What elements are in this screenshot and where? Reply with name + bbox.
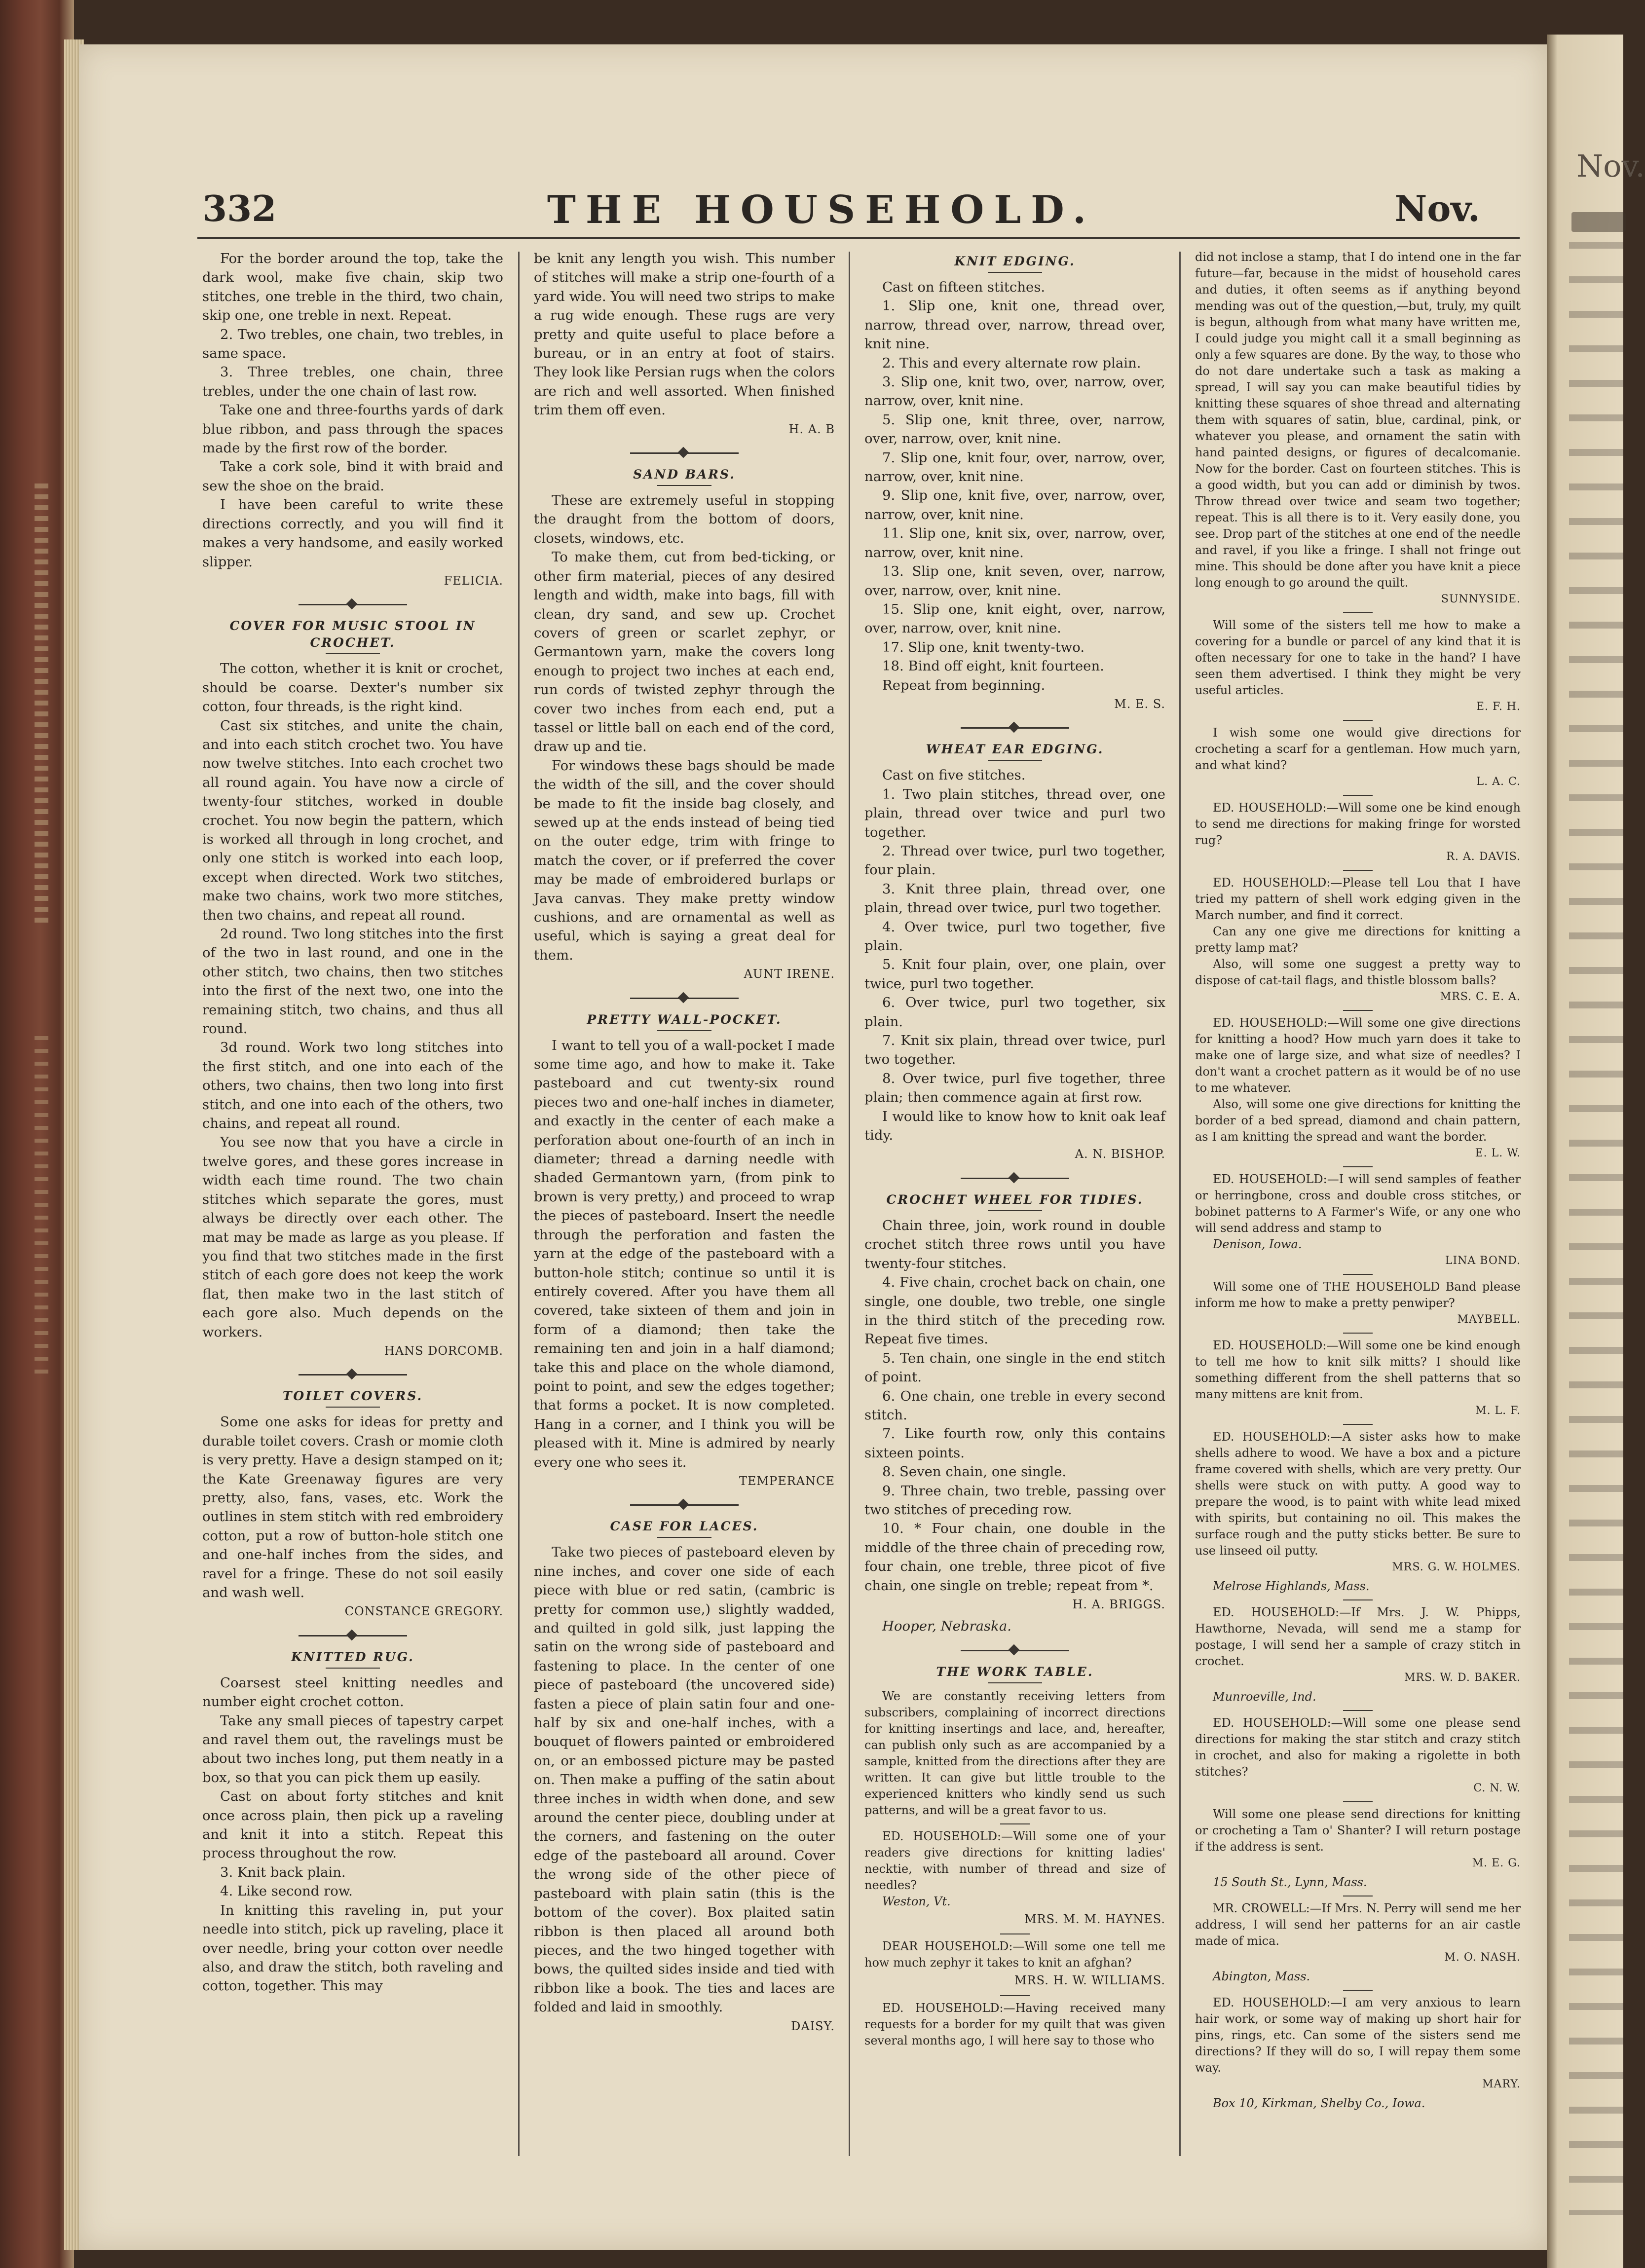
- article-heading: WHEAT EAR EDGING.: [864, 741, 1165, 761]
- author-signature: E. F. H.: [1476, 701, 1521, 713]
- paragraph: Take any small pieces of tapestry carpet and ravel them out, the ravelings must be about two inches long, put them neatly in a box, so that you can pick them up easily.: [202, 1712, 503, 1785]
- author-signature: TEMPERANCE: [739, 1474, 835, 1488]
- paragraph: In knitting this raveling in, put your needle into stitch, pick up raveling, place it over needle, bring your cotton over needle also, and draw the stitch, both raveling and cotton, together. This may: [202, 1902, 503, 1994]
- author-signature: M. E. G.: [1472, 1857, 1521, 1869]
- paragraph: To make them, cut from bed-ticking, or other firm material, pieces of any desired length and width, make into bags, fill with clean, dry sand, and sew up. Crochet covers of green or scarlet zephyr, or Germantown yarn, make the covers long enough to project two inches at each end, run cords of twisted zephyr through the cover two inches from each end, put a tassel or little ball on each end of the cord, draw up and tie.: [534, 549, 835, 755]
- author-signature: MRS. C. E. A.: [1440, 991, 1521, 1003]
- article-heading: KNITTED RUG.: [202, 1649, 503, 1669]
- author-location: Abington, Mass.: [1213, 1970, 1310, 1983]
- author-signature: MRS. G. W. HOLMES.: [1392, 1561, 1521, 1573]
- separator-rule: [1343, 1274, 1373, 1275]
- paragraph: 3. Knit three plain, thread over, one plain, thread over twice, purl two together.: [864, 881, 1165, 916]
- paragraph: 1. Two plain stitches, thread over, one plain, thread over twice and purl two together.: [864, 786, 1165, 840]
- author-signature: LINA BOND.: [1445, 1255, 1521, 1267]
- author-signature: H. A. BRIGGS.: [1072, 1598, 1165, 1611]
- separator-rule: [1343, 720, 1373, 721]
- separator-rule: [1343, 612, 1373, 613]
- book-binding: [0, 0, 74, 2268]
- paragraph: Coarsest steel knitting needles and number eight crochet cotton.: [202, 1674, 503, 1710]
- paragraph: ED. HOUSEHOLD:—Having received many requests for a border for my quilt that was given several months ago, I will here say to those who: [864, 2001, 1165, 2047]
- author-signature: CONSTANCE GREGORY.: [344, 1604, 503, 1619]
- column-rule: [1179, 252, 1181, 2156]
- paragraph: 4. Five chain, crochet back on chain, one single, one double, two treble, one single in the third stitch of the preceding row. Repeat five times.: [864, 1274, 1165, 1347]
- separator-rule: [1343, 1010, 1373, 1011]
- author-signature: M. E. S.: [1114, 697, 1165, 711]
- author-location: Box 10, Kirkman, Shelby Co., Iowa.: [1213, 2096, 1425, 2110]
- section-ornament: [534, 445, 835, 461]
- paragraph: For windows these bags should be made the width of the sill, and the cover should be made to fit the inside bag closely, and sewed up at the ends instead of being tied on the outer edge, trim with fringe to match the cover, or if preferred the cover may be made of embroidered burlaps or Java canvas. They make pretty window cushions, and are ornamental as well as useful, which is saying a great deal for them.: [534, 757, 835, 963]
- article-heading: CASE FOR LACES.: [534, 1518, 835, 1538]
- paragraph: 6. Over twice, purl two together, six plain.: [864, 995, 1165, 1030]
- paragraph: 9. Slip one, knit five, over, narrow, over, narrow, over, knit nine.: [864, 487, 1165, 522]
- column-4: [1195, 249, 1521, 2158]
- paragraph: I have been careful to write these directions correctly, and you will find it makes a very handsome, and easily worked slipper.: [202, 497, 503, 570]
- paragraph: Will some one please send directions for knitting or crocheting a Tam o' Shanter? I will return postage if the address is sent.: [1195, 1807, 1521, 1854]
- author-location: Melrose Highlands, Mass.: [1213, 1579, 1370, 1593]
- paragraph: 8. Seven chain, one single.: [882, 1464, 1067, 1480]
- separator-rule: [1343, 1599, 1373, 1600]
- article-heading: TOILET COVERS.: [202, 1388, 503, 1408]
- author-signature: DAISY.: [791, 2019, 835, 2033]
- section-ornament: [534, 990, 835, 1006]
- column-2: [534, 249, 835, 2158]
- paragraph: We are constantly receiving letters from subscribers, complaining of incorrect directions for knitting insertings and lace, and, hereafter, can publish only such as are accompanied by a sample, knitted from the directions after they are written. It can give but little trouble to the experienced knitters who kindly send us such patterns, and will be a great favor to us.: [864, 1689, 1165, 1817]
- paragraph: 2. Two trebles, one chain, two trebles, in same space.: [202, 326, 503, 362]
- paragraph: You see now that you have a circle in twelve gores, and these gores increase in width each time round. The two chain stitches which separate the gores, must always be directly over each other. The mat may be made as large as you please. If you find that two stitches made in the first stitch of each gore does not keep the work flat, then make two in the last stitch of each gore also. Much depends on the workers.: [202, 1134, 503, 1340]
- author-signature: M. L. F.: [1475, 1405, 1521, 1417]
- separator-rule: [1343, 1333, 1373, 1334]
- paragraph: 3d round. Work two long stitches into the first stitch, and one into each of the others, two chains, then two long into first stitch, and one into each of the others, two chains, and repeat all round.: [202, 1040, 503, 1132]
- separator-rule: [1000, 1933, 1030, 1934]
- paragraph: ED. HOUSEHOLD:—I will send samples of feather or herringbone, cross and double cross stitches, or bobinet patterns to A Farmer's Wife, or any one who will send address and stamp to: [1195, 1172, 1521, 1235]
- paragraph: I want to tell you of a wall-pocket I made some time ago, and how to make it. Take pasteboard and cut twenty-six round pieces two and one-half inches in diameter, and exactly in the center of each make a perforation about one-fourth of an inch in diameter; thread a darning needle with shaded Germantown yarn, (from pink to brown is very pretty,) and proceed to wrap the pieces of pasteboard. Insert the needle through the perforation and fasten the yarn at the edge of the pasteboard with a button-hole stitch; continue so until it is entirely covered. After you have them all covered, take sixteen of them and join in form of a diamond; then take the remaining ten and join in a half diamond; take this and place on the whole diamond, point to point, and sew the edges together; that forms a pocket. It is now completed. Hang in a corner, and I think you will be pleased with it. Mine is admired by nearly every one who sees it.: [534, 1037, 835, 1470]
- paragraph: 2. Thread over twice, purl two together, four plain.: [864, 843, 1165, 878]
- article-heading: COVER FOR MUSIC STOOL IN CROCHET.: [202, 618, 503, 654]
- column-3: [864, 249, 1165, 2158]
- author-signature: A. N. BISHOP.: [1075, 1147, 1165, 1161]
- author-location: Munroeville, Ind.: [1213, 1690, 1316, 1704]
- separator-rule: [1000, 1823, 1030, 1824]
- author-signature: MRS. H. W. WILLIAMS.: [1014, 1973, 1165, 1988]
- paragraph: 5. Slip one, knit three, over, narrow, over, narrow, over, knit nine.: [864, 411, 1165, 447]
- next-page-edge: [1547, 35, 1645, 2268]
- author-signature: C. N. W.: [1473, 1782, 1521, 1794]
- next-page-text-lines: [1569, 242, 1623, 2215]
- paragraph: be knit any length you wish. This number of stitches will make a strip one-fourth of a yard wide. You will need two strips to make a rug wide enough. These rugs are very pretty and quite useful to place before a bureau, or in an entry at foot of stairs. They look like Persian rugs when the colors are rich and well assorted. When finished trim them off even.: [534, 251, 835, 418]
- next-page-masthead: [1571, 212, 1626, 232]
- author-location: Denison, Iowa.: [1213, 1237, 1302, 1251]
- paragraph: MR. CROWELL:—If Mrs. N. Perry will send me her address, I will send her patterns for an air castle made of mica.: [1195, 1901, 1521, 1948]
- paragraph: 17. Slip one, knit twenty-two.: [882, 639, 1085, 655]
- paragraph: 5. Knit four plain, over, one plain, over twice, purl two together.: [864, 957, 1165, 992]
- paragraph: ED. HOUSEHOLD:—Will some one give directions for knitting a hood? How much yarn does it take to make one of large size, and what size of needles? I don't want a crochet pattern as it would be of no use to me whatever.: [1195, 1016, 1521, 1095]
- article-heading: PRETTY WALL-POCKET.: [534, 1011, 835, 1031]
- paragraph: 3. Knit back plain.: [220, 1864, 346, 1880]
- author-signature: SUNNYSIDE.: [1441, 593, 1521, 605]
- column-rule: [518, 252, 520, 2156]
- paragraph: 10. * Four chain, one double in the middle of the three chain of preceding row, four chain, one treble, three picot of five chain, one single on treble; repeat from *.: [864, 1521, 1165, 1594]
- separator-rule: [1343, 1990, 1373, 1991]
- section-ornament: [864, 719, 1165, 736]
- separator-rule: [1343, 1710, 1373, 1711]
- paragraph: 5. Ten chain, one single in the end stitch of point.: [864, 1350, 1165, 1385]
- header-rule: [197, 237, 1520, 239]
- paragraph: Cast on five stitches.: [882, 767, 1026, 783]
- paragraph: 18. Bind off eight, knit fourteen.: [882, 658, 1104, 674]
- paragraph: 2. This and every alternate row plain.: [882, 355, 1141, 371]
- author-signature: L. A. C.: [1476, 776, 1521, 788]
- paragraph: Will some of the sisters tell me how to make a covering for a bundle or parcel of any kind that it is often necessary for one to take in the hand? I have seen them advertised. I think they might be very useful articles.: [1195, 618, 1521, 697]
- paragraph: 2d round. Two long stitches into the first of the two in last round, and one in the other stitch, two chains, then two stitches into the first of the next two, one into the remaining stitch, two chains, and thus all round.: [202, 926, 503, 1037]
- paragraph: The cotton, whether it is knit or crochet, should be coarse. Dexter's number six cotton, four threads, is the right kind.: [202, 661, 503, 715]
- paragraph: 9. Three chain, two treble, passing over two stitches of preceding row.: [864, 1483, 1165, 1518]
- paragraph: Will some one of THE HOUSEHOLD Band please inform me how to make a pretty penwiper?: [1195, 1280, 1521, 1310]
- paragraph: ED. HOUSEHOLD:—If Mrs. J. W. Phipps, Hawthorne, Nevada, will send me a stamp for postage, I will send her a sample of crazy stitch in crochet.: [1195, 1605, 1521, 1668]
- issue-month: Nov.: [1394, 187, 1480, 229]
- section-ornament: [864, 1642, 1165, 1659]
- paragraph: Take two pieces of pasteboard eleven by nine inches, and cover one side of each piece with blue or red satin, (cambric is pretty for common use,) slightly wadded, and quilted in gold silk, just lapping the satin on the wrong side of pasteboard and fastening to place. In the center of one piece of pasteboard (the uncovered side) fasten a piece of plain satin four and one-half by six and one-half inches, with a bouquet of flowers painted or embroidered on, or an embossed picture may be pasted on. Then make a puffing of the satin about three inches in width when done, and sew around the center piece, doubling under at the corners, and fastening on the outer edge of the pasteboard all around. Cover the wrong side of the other piece of pasteboard with plain satin (this is the bottom of the cover). Box plaited satin ribbon is then placed all around both pieces, and the two hinged together with bows, the quilted sides inside and tied with ribbon like a book. The ties and laces are folded and laid in smoothly.: [534, 1544, 835, 2015]
- paragraph: 6. One chain, one treble in every second stitch.: [864, 1388, 1165, 1423]
- separator-rule: [1000, 1995, 1030, 1996]
- author-signature: AUNT IRENE.: [744, 967, 835, 981]
- paragraph: Cast on fifteen stitches.: [882, 279, 1046, 295]
- paragraph: Take a cork sole, bind it with braid and sew the shoe on the braid.: [202, 459, 503, 494]
- paragraph: Some one asks for ideas for pretty and durable toilet covers. Crash or momie cloth is very pretty. Have a design stamped on it; the Kate Greenaway figures are very pretty, also, fans, vases, etc. Work the outlines in stem stitch with red embroidery cotton, put a row of button-hole stitch one and one-half inches from the sides, and ravel for a fringe. These do not soil easily and wash well.: [202, 1414, 503, 1600]
- paragraph: 8. Over twice, purl five together, three plain; then commence again at first row.: [864, 1070, 1165, 1106]
- paragraph: Chain three, join, work round in double crochet stitch three rows until you have twenty-four stitches.: [864, 1217, 1165, 1271]
- paragraph: ED. HOUSEHOLD:—Will some one be kind enough to send me directions for making fringe for worsted rug?: [1195, 801, 1521, 847]
- spine-lettering-lower: [35, 1036, 48, 1381]
- paragraph: Cast on about forty stitches and knit once across plain, then pick up a raveling and knit it into a stitch. Repeat this process throughout the row.: [202, 1788, 503, 1861]
- author-signature: MRS. W. D. BAKER.: [1404, 1672, 1521, 1684]
- author-signature: H. A. B: [788, 422, 835, 436]
- paragraph: 7. Slip one, knit four, over, narrow, over, narrow, over, knit nine.: [864, 449, 1165, 485]
- spine-lettering: [35, 483, 48, 928]
- author-location: 15 South St., Lynn, Mass.: [1213, 1875, 1367, 1889]
- next-page-month: Nov.: [1576, 148, 1645, 184]
- paragraph: Also, will some one suggest a pretty way to dispose of cat-tail flags, and thistle blossom balls?: [1195, 957, 1521, 987]
- paragraph: ED. HOUSEHOLD:—Will some one of your readers give directions for knitting ladies' necktie, with number of thread and size of needles?: [864, 1829, 1165, 1892]
- paragraph: Take one and three-fourths yards of dark blue ribbon, and pass through the spaces made by the first row of the border.: [202, 402, 503, 456]
- paragraph: ED. HOUSEHOLD:—Will some one be kind enough to tell me how to knit silk mitts? I should like something different from the shell patterns that so many mittens are knit from.: [1195, 1338, 1521, 1401]
- separator-rule: [1343, 870, 1373, 871]
- paragraph: 3. Three trebles, one chain, three trebles, under the one chain of last row.: [202, 364, 503, 399]
- article-heading: KNIT EDGING.: [864, 253, 1165, 273]
- paragraph: Can any one give me directions for knitting a pretty lamp mat?: [1195, 925, 1521, 955]
- author-signature: M. O. NASH.: [1444, 1951, 1521, 1964]
- author-signature: FELICIA.: [444, 573, 503, 588]
- page-number: 332: [202, 187, 277, 229]
- author-signature: MRS. M. M. HAYNES.: [1024, 1912, 1165, 1926]
- author-signature: MAYBELL.: [1457, 1313, 1521, 1326]
- paragraph: For the border around the top, take the dark wool, make five chain, skip two stitches, one treble in the third, two chain, skip one, one treble in next. Repeat.: [202, 251, 503, 324]
- author-signature: MARY.: [1482, 2078, 1521, 2090]
- section-ornament: [202, 1366, 503, 1383]
- paragraph: ED. HOUSEHOLD:—I am very anxious to learn hair work, or some way of making up short hair for pins, rings, etc. Can some of the sisters send me directions? If they will do so, I will repay them some way.: [1195, 1996, 1521, 2075]
- paragraph: I would like to know how to knit oak leaf tidy.: [864, 1108, 1165, 1144]
- paragraph: 1. Slip one, knit one, thread over, narrow, thread over, narrow, thread over, knit nine.: [864, 298, 1165, 352]
- page-title: THE HOUSEHOLD.: [547, 187, 1096, 232]
- paragraph: ED. HOUSEHOLD:—A sister asks how to make shells adhere to wood. We have a box and a picture frame covered with shells, which are very pretty. Our shells were stuck on with putty. A good way to prepare the wood, is to paint with white lead mixed with spirits, but containing no oil. This makes the surface rough and the putty sticks better. Be sure to use linseed oil putty.: [1195, 1430, 1521, 1558]
- paragraph: These are extremely useful in stopping the draught from the bottom of doors, closets, windows, etc.: [534, 492, 835, 546]
- section-ornament: [202, 596, 503, 613]
- paragraph: 13. Slip one, knit seven, over, narrow, over, narrow, over, knit nine.: [864, 563, 1165, 598]
- paragraph: DEAR HOUSEHOLD:—Will some one tell me how much zephyr it takes to knit an afghan?: [864, 1939, 1165, 1970]
- separator-rule: [1343, 1424, 1373, 1425]
- paragraph: 4. Over twice, purl two together, five plain.: [864, 919, 1165, 954]
- article-heading: THE WORK TABLE.: [864, 1664, 1165, 1683]
- paragraph: 4. Like second row.: [220, 1883, 353, 1899]
- separator-rule: [1343, 795, 1373, 796]
- article-heading: CROCHET WHEEL FOR TIDIES.: [864, 1191, 1165, 1211]
- paragraph: did not inclose a stamp, that I do intend one in the far future—far, because in the midst of household cares and duties, it often seems as if anything beyond mending was out of the question,—but, truly, my quilt is begun, although from what many have written me, I could judge you might call it a small beginning as only a few squares are done. By the way, to those who do not dare undertake such a task as making a spread, I will say you can make beautiful tidies by knitting these squares of shoe thread and alternating them with squares of satin, blue, cardinal, pink, or whatever you please, and ornament the satin with hand painted designs, or figures of decalcomanie. Now for the border. Cast on fourteen stitches. This is a good width, but you can add or diminish by twos. Throw thread over twice and seam two together; repeat. This is all there is to it. Very easily done, you see. Drop part of the stitches at one end of the needle and ravel, if you like a fringe. I shall not fringe out mine. This should be done after you have knit a piece long enough to go around the quilt.: [1195, 250, 1521, 590]
- paragraph: 11. Slip one, knit six, over, narrow, over, narrow, over, knit nine.: [864, 525, 1165, 560]
- paragraph: 3. Slip one, knit two, over, narrow, over, narrow, over, knit nine.: [864, 374, 1165, 409]
- section-ornament: [202, 1627, 503, 1644]
- author-location: Weston, Vt.: [882, 1894, 951, 1908]
- paragraph: ED. HOUSEHOLD:—Will some one please send directions for making the star stitch and crazy stitch in crochet, and also for making a rigolette in both stitches?: [1195, 1716, 1521, 1779]
- column-1: [202, 249, 503, 2158]
- section-ornament: [534, 1496, 835, 1513]
- column-rule: [849, 252, 850, 2156]
- separator-rule: [1343, 1166, 1373, 1167]
- author-signature: E. L. W.: [1475, 1147, 1521, 1159]
- paragraph: I wish some one would give directions for crocheting a scarf for a gentleman. How much yarn, and what kind?: [1195, 726, 1521, 772]
- section-ornament: [864, 1170, 1165, 1187]
- separator-rule: [1343, 1801, 1373, 1802]
- article-heading: SAND BARS.: [534, 466, 835, 486]
- paragraph: Repeat from beginning.: [882, 677, 1046, 693]
- author-signature: R. A. DAVIS.: [1446, 851, 1521, 863]
- paragraph: 7. Knit six plain, thread over twice, purl two together.: [864, 1033, 1165, 1068]
- paragraph: Cast six stitches, and unite the chain, and into each stitch crochet two. You have now twelve stitches. Into each crochet two all round again. You have now a circle of twenty-four stitches, worked in double crochet. You now begin the pattern, which is worked all through in long crochet, and only one stitch is worked into each loop, except when directed. Work two stitches, make two chains, work two more stitches, then two chains, and repeat all round.: [202, 717, 503, 923]
- author-location: Hooper, Nebraska.: [882, 1618, 1011, 1635]
- paragraph: Also, will some one give directions for knitting the border of a bed spread, diamond and chain pattern, as I am knitting the spread and want the border.: [1195, 1097, 1521, 1144]
- paragraph: 15. Slip one, knit eight, over, narrow, over, narrow, over, knit nine.: [864, 601, 1165, 636]
- paragraph: 7. Like fourth row, only this contains sixteen points.: [864, 1426, 1165, 1461]
- author-signature: HANS DORCOMB.: [384, 1343, 503, 1358]
- paragraph: ED. HOUSEHOLD:—Please tell Lou that I have tried my pattern of shell work edging given in the March number, and find it correct.: [1195, 876, 1521, 922]
